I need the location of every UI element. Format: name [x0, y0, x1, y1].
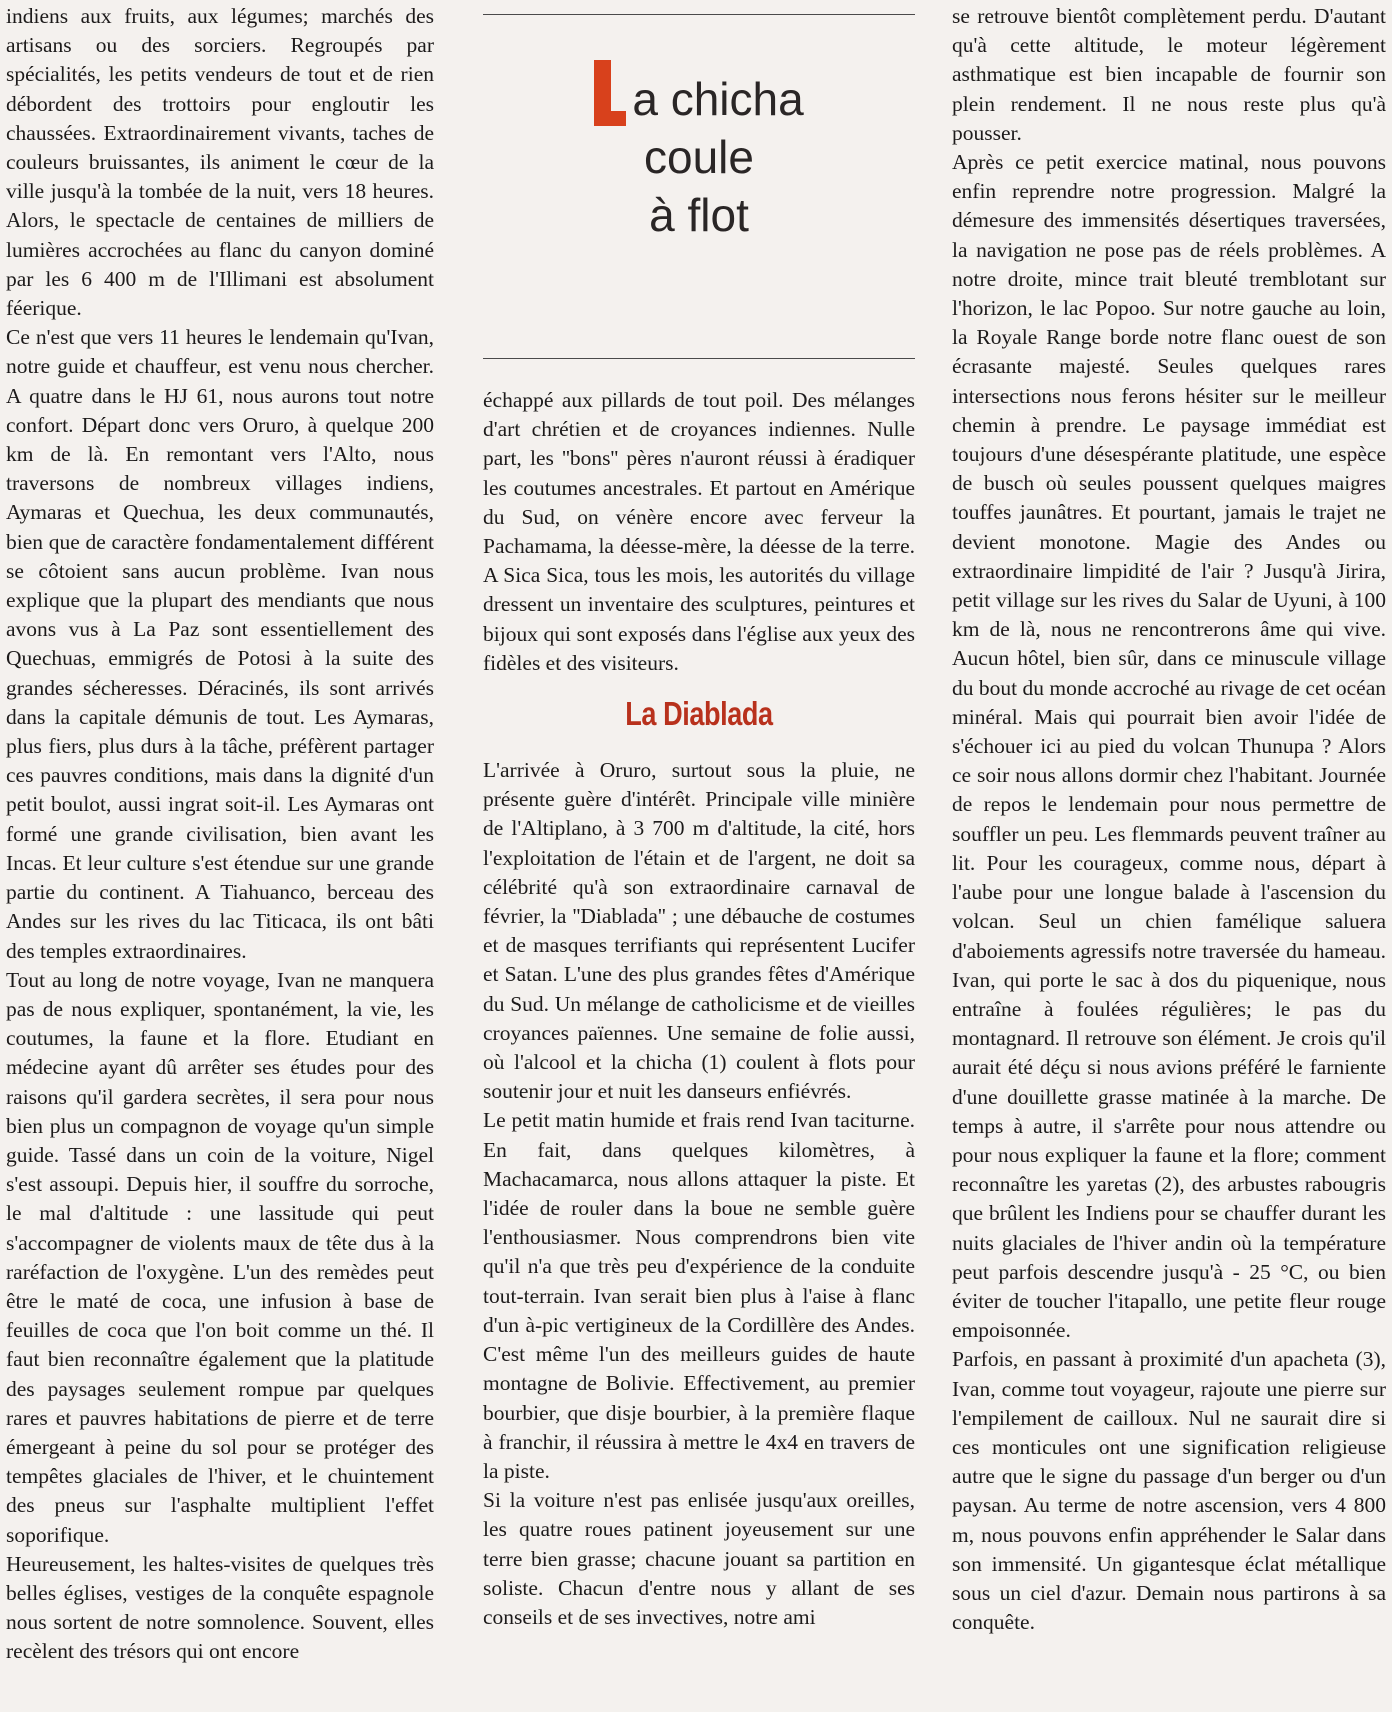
title-rule-bottom — [483, 358, 915, 359]
paragraph: Tout au long de notre voyage, Ivan ne manquera pas de nous expliquer, spontanément, la vie, les coutumes, la faune et la flore. Etudiant en médecine ayant dû arrêter ses études pour des raisons qu'il gardera secrètes, il sera pour nous bien plus un compagnon de voyage qu'un simple guide. Tassé dans un coin de la voiture, Nigel s'est assoupi. Depuis hier, il souffre du sorroche, le mal d'altitude : une lassitude qui peut s'accompagner de violents maux de tête dus à la raréfaction de l'oxygène. L'un des remèdes peut être le maté de coca, une infusion à base de feuilles de coca que l'on boit comme un thé. Il faut bien reconnaître également que la platitude des paysages seulement rompue par quelques rares et pauvres habitations de pierre et de terre émergeant à peine du sol pour se protéger des tempêtes glaciales de l'hiver, et le chuintement des pneus sur l'asphalte multiplient l'effet soporifique. — [6, 967, 434, 1547]
paragraph: se retrouve bientôt complètement perdu. D'autant qu'à cette altitude, le moteur légèrement asthmatique est bien incapable de fournir son plein rendement. Il ne nous reste plus qu'à pousser. — [952, 4, 1386, 145]
title-rule-top — [483, 14, 915, 15]
title-line-1: a chicha — [632, 73, 804, 125]
dropcap-letter-l — [594, 60, 626, 126]
article-title — [483, 62, 915, 244]
paragraph: L'arrivée à Oruro, surtout sous la pluie, ne présente guère d'intérêt. Principale ville minière de l'Altiplano, à 3 700 m d'altitude, la cité, hors l'exploitation de l'étain et de l'argent, ne doit sa célébrité qu'à son extraordinaire carnaval de février, la ''Diablada'' ; une débauche de costumes et de masques terrifiants qui représentent Lucifer et Satan. L'une des plus grandes fêtes d'Amérique du Sud. Un mélange de catholicisme et de vieilles croyances païennes. Une semaine de folie aussi, où l'alcool et la chicha (1) coulent à flots pour soutenir jour et nuit les danseurs enfiévrés. — [483, 758, 915, 1104]
paragraph: indiens aux fruits, aux légumes; marchés des artisans ou des sorciers. Regroupés par spécialités, les petits vendeurs de tout et de rien débordent des trottoirs pour engloutir les chaussées. Extraordinairement vivants, taches de couleurs bruissantes, ils animent le cœur de la ville jusqu'à la tombée de la nuit, vers 18 heures. Alors, le spectacle de centaines de milliers de lumières accrochées au flanc du canyon dominé par les 6 400 m de l'Illimani est absolument féerique. — [6, 4, 434, 321]
paragraph: Parfois, en passant à proximité d'un apacheta (3), Ivan, comme tout voyageur, rajoute une pierre sur l'empilement de cailloux. Nul ne saurait dire si ces monticules ont une signification religieuse autre que le signe du passage d'un berger ou d'un paysan. Au terme de notre ascension, vers 4 800 m, nous pouvons enfin appréhender le Salar dans son immensité. Un gigantesque éclat métallique sous un ciel d'azur. Demain nous partirons à sa conquête. — [952, 1347, 1386, 1635]
paragraph: Ce n'est que vers 11 heures le lendemain qu'Ivan, notre guide et chauffeur, est venu nous chercher. A quatre dans le HJ 61, nous aurons tout notre confort. Départ donc vers Oruro, à quelque 200 km de là. En remontant vers l'Alto, nous traversons de nombreux villages indiens, Aymaras et Quechua, les deux communautés, bien que de caractère fondamentalement différent se côtoient sans aucun problème. Ivan nous explique que la plupart des mendiants que nous avons vus à La Paz sont essentiellement des Quechuas, emmigrés de Potosi à la suite des grandes sécheresses. Déracinés, ils sont arrivés dans la capitale démunis de tout. Les Aymaras, plus fiers, plus durs à la tâche, préfèrent partager ces pauvres conditions, mais dans la dignité d'un petit boulot, aussi ingrat soit-il. Les Aymaras ont formé une grande civilisation, bien avant les Incas. Et leur culture s'est étendue sur une grande partie du continent. A Tiahuanco, berceau des Andes sur les rives du lac Titicaca, ils ont bâti des temples extraordinaires. — [6, 325, 434, 963]
text-column-right — [952, 2, 1386, 1637]
paragraph: Si la voiture n'est pas enlisée jusqu'aux oreilles, les quatre roues patinent joyeusement sur une terre bien grasse; chacune jouant sa partition en soliste. Chacun d'entre nous y allant de ses conseils et de ses invectives, notre ami — [483, 1488, 915, 1629]
paragraph: Le petit matin humide et frais rend Ivan taciturne. En fait, dans quelques kilomètres, à Machacamarca, nous allons attaquer la piste. Et l'idée de rouler dans la boue ne semble guère l'enthousiasmer. Nous comprendrons bien vite qu'il n'a que très peu d'expérience de la conduite tout-terrain. Ivan serait bien plus à l'aise à flanc d'un à-pic vertigineux de la Cordillère des Andes. C'est même l'un des meilleurs guides de haute montagne de Bolivie. Effectivement, au premier bourbier, que disje bourbier, à la première flaque à franchir, il réussira à mettre le 4x4 en travers de la piste. — [483, 1108, 915, 1483]
paragraph: Après ce petit exercice matinal, nous pouvons enfin reprendre notre progression. Malgré la démesure des immensités désertiques traversées, la navigation ne pose pas de réels problèmes. A notre droite, mince trait bleuté tremblotant sur l'horizon, le lac Popoo. Sur notre gauche au loin, la Royale Range borde notre flanc ouest de son écrasante majesté. Seules quelques rares intersections nous ferons hésiter sur le meilleur chemin à prendre. Le paysage immédiat est toujours d'une désespérante platitude, une espèce de busch où seules poussent quelques maigres touffes jaunâtres. Et pourtant, jamais le trajet ne devient monotone. Magie des Andes ou extraordinaire limpidité de l'air ? Jusqu'à Jirira, petit village sur les rives du Salar de Uyuni, à 100 km de là, nous ne rencontrerons âme qui vive. Aucun hôtel, bien sûr, dans ce minuscule village du bout du monde accroché au rivage de cet océan minéral. Mais qui pourrait bien avoir l'idée de s'échouer ici au pied du volcan Thunupa ? Alors ce soir nous allons dormir chez l'habitant. Journée de repos le lendemain pour nous permettre de souffler un peu. Les flemmards peuvent traîner au lit. Pour les courageux, comme nous, départ à l'aube pour une longue balade à l'ascension du volcan. Seul un chien famélique saluera d'aboiements agressifs notre traversée du hameau. Ivan, qui porte le sac à dos du piquenique, nous entraîne à foulées régulières; le pas du montagnard. Il retrouve son élément. Je crois qu'il aurait été déçu si nous avions préféré le farniente d'une douillette grasse matinée à la marche. De temps à autre, il s'arrête pour nous attendre ou pour nous expliquer la faune et la flore; comment reconnaître les yaretas (2), des arbustes rabougris que brûlent les Indiens pour se chauffer durant les nuits glaciales de l'hiver andin où la température peut parfois descendre jusqu'à - 25 °C, ou bien éviter de toucher l'itapallo, une petite fleur rouge empoisonnée. — [952, 150, 1386, 1343]
title-line-3: à flot — [649, 189, 749, 241]
text-column-middle — [483, 386, 915, 1632]
text-column-left — [6, 2, 434, 1667]
title-line-2: coule — [644, 131, 754, 183]
paragraph: échappé aux pillards de tout poil. Des mélanges d'art chrétien et de croyances indiennes. Nulle part, les ''bons'' pères n'auront réussi à éradiquer les coutumes ancestrales. Et partout en Amérique du Sud, on vénère encore avec ferveur la Pachamama, la déesse-mère, la déesse de la terre. A Sica Sica, tous les mois, les autorités du village dressent un inventaire des sculptures, peintures et bijoux qui sont exposés dans l'église aux yeux des fidèles et des visiteurs. — [483, 388, 915, 675]
paragraph: Heureusement, les haltes-visites de quelques très belles églises, vestiges de la conquête espagnole nous sortent de notre somnolence. Souvent, elles recèlent des trésors qui ont encore — [6, 1551, 434, 1664]
section-heading: La Diablada — [625, 695, 773, 733]
